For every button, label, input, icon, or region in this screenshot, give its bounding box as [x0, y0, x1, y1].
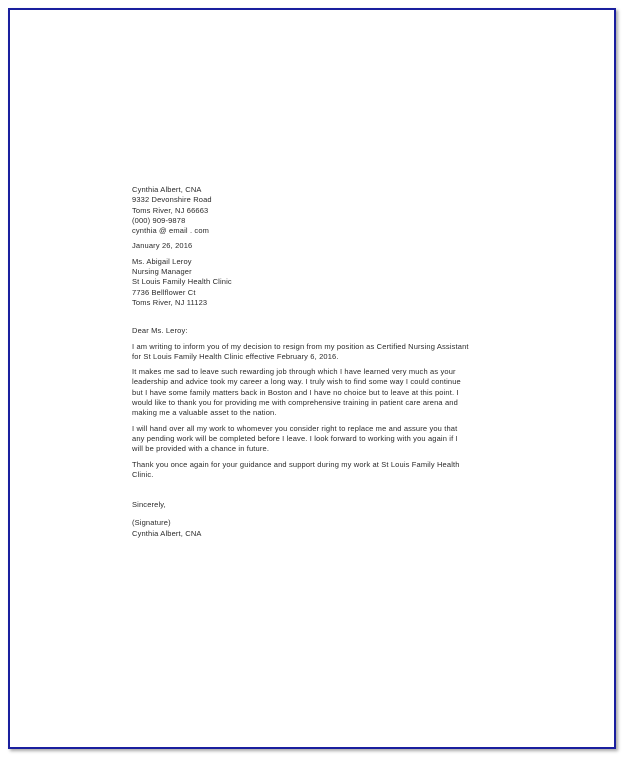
recipient-title: Nursing Manager [132, 267, 192, 277]
sender-email: cynthia @ email . com [132, 226, 210, 236]
body-line: Clinic. [132, 469, 154, 479]
resignation-letter [132, 185, 507, 539]
body-line: making me a valuable asset to the nation. [132, 408, 277, 418]
body-paragraph-4 [132, 460, 507, 481]
recipient-address-line1: 7736 Bellflower Ct [132, 287, 196, 297]
signature-placeholder: (Signature) [132, 518, 171, 528]
body-line: leadership and advice took my career a long way. I truly wish to find some way I could continue [132, 377, 461, 387]
sender-address-line1: 9332 Devonshire Road [132, 195, 212, 205]
body-paragraph-1 [132, 342, 507, 363]
letter-date: January 26, 2016 [132, 241, 193, 251]
sender-name: Cynthia Albert, CNA [132, 185, 202, 194]
body-line: any pending work will be completed before I leave. I look forward to working with you again if I [132, 433, 458, 443]
page-frame [8, 8, 616, 749]
body-line: would like to thank you for providing me with comprehensive training in patient care arena and [132, 398, 458, 408]
salutation: Dear Ms. Leroy: [132, 326, 188, 336]
sender-phone: (000) 909-9878 [132, 215, 186, 225]
body-paragraph-2 [132, 367, 507, 418]
recipient-block [132, 257, 507, 308]
recipient-organization: St Louis Family Health Clinic [132, 277, 232, 287]
closing: Sincerely, [132, 500, 166, 510]
sender-block [132, 185, 507, 236]
body-line: for St Louis Family Health Clinic effective February 6, 2016. [132, 351, 339, 361]
body-paragraph-3 [132, 424, 507, 455]
body-line: Thank you once again for your guidance and support during my work at St Louis Family Health [132, 459, 460, 469]
body-line: I will hand over all my work to whomever you consider right to replace me and assure you that [132, 423, 458, 433]
body-line: but I have some family matters back in Boston and I have no choice but to leave at this point. I [132, 387, 459, 397]
sender-address-line2: Toms River, NJ 66663 [132, 205, 209, 215]
body-line: I am writing to inform you of my decision to resign from my position as Certified Nursing Assistant [132, 341, 469, 351]
body-line: will be provided with a chance in future. [132, 444, 270, 454]
body-line: It makes me sad to leave such rewarding job through which I have learned very much as your [132, 367, 456, 377]
recipient-name: Ms. Abigail Leroy [132, 256, 192, 266]
recipient-address-line2: Toms River, NJ 11123 [132, 297, 208, 307]
signer-name: Cynthia Albert, CNA [132, 528, 202, 538]
